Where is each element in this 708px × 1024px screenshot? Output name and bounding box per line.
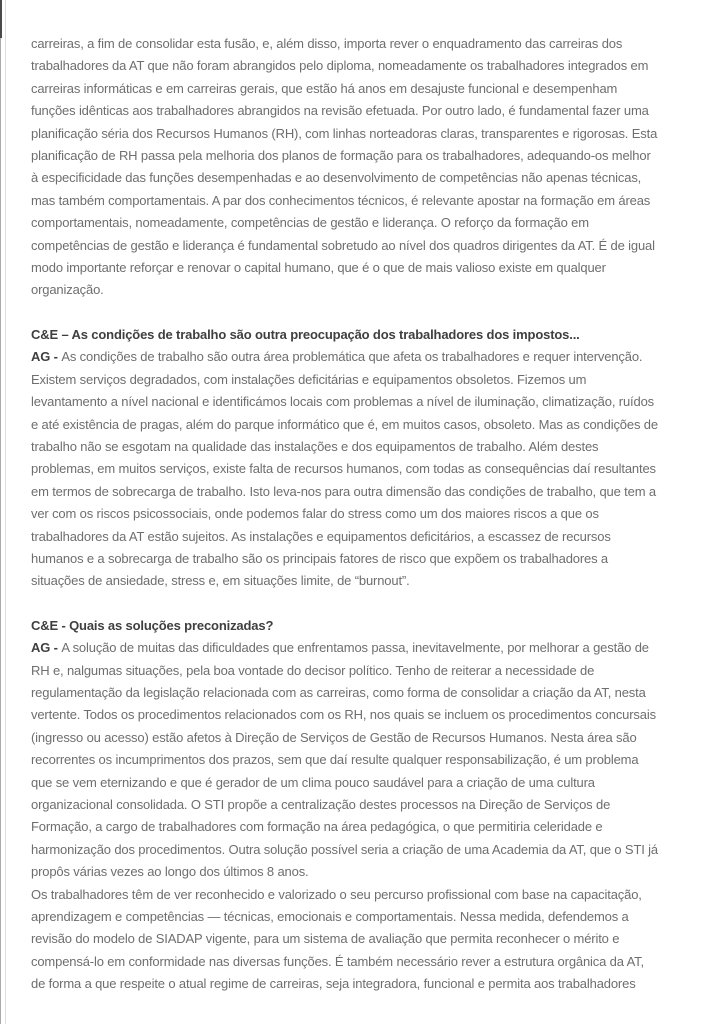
speaker-prefix: AG - xyxy=(31,640,62,656)
answer-paragraph: AG - As condições de trabalho são outra área problemática que afeta os trabalhadores e requer intervenção. Existem serviços degradados, com instalações deficitárias e equipamentos obsoletos. Fizemos um levantamento a nível nacional e identificámos locais com problemas a nível de iluminação, climatização, ruídos e até existência de pragas, além do parque informático que é, em muitos casos, obsoleto. Mas as condições de trabalho não se esgotam na qualidade das instalações e dos equipamentos de trabalho. Além destes problemas, em muitos serviços, existe falta de recursos humanos, com todas as consequências daí resultantes em termos de sobrecarga de trabalho. Isto leva-nos para outra dimensão das condições de trabalho, que tem a ver com os riscos psicossociais, onde podemos falar do stress como um dos maiores riscos a que os trabalhadores da AT estão sujeitos. As instalações e equipamentos deficitários, a escassez de recursos humanos e a sobrecarga de trabalho são os principais fatores de risco que expõem os trabalhadores a situações de ansiedade, stress e, em situações limite, de “burnout”. xyxy=(31,349,658,589)
answer-paragraph: AG - A solução de muitas das dificuldades que enfrentamos passa, inevitavelmente, por melhorar a gestão de RH e, nalgumas situações, pela boa vontade do decisor político. Tenho de reiterar a necessidade de regulamentação da legislação relacionada com as carreiras, como forma de consolidar a criação da AT, nesta vertente. Todos os procedimentos relacionados com os RH, nos quais se incluem os procedimentos concursais (ingresso ou acesso) estão afetos à Direção de Serviços de Gestão de Recursos Humanos. Nesta área são recorrentes os incumprimentos dos prazos, sem que daí resulte qualquer responsabilização, é um problema que se vem eternizando e que é gerador de um clima pouco saudável para a criação de uma cultura organizacional consolidada. O STI propõe a centralização destes processos na Direção de Serviços de Formação, a cargo de trabalhadores com formação na área pedagógica, o que permitiria celeridade e harmonização dos procedimentos. Outra solução possível seria a criação de uma Academia da AT, que o STI já propôs várias vezes ao longo dos últimos 8 anos. xyxy=(31,640,658,880)
question-heading: C&E - Quais as soluções preconizadas? xyxy=(31,617,274,633)
question-heading: C&E – As condições de trabalho são outra preocupação dos trabalhadores dos impostos... xyxy=(31,326,580,342)
article-paragraph: Os trabalhadores têm de ver reconhecido e valorizado o seu percurso profissional com base na capacitação, aprendizagem e competências — técnicas, emocionais e comportamentais. Nessa medida, defendemos a revisão do modelo de SIADAP vigente, para um sistema de avaliação que permita reconhecer o mérito e compensá-lo em conformidade nas diversas funções. É também necessário rever a estrutura orgânica da AT, de forma a que respeite o atual regime de carreiras, seja integradora, funcional e permita aos trabalhadores xyxy=(31,886,644,992)
article-paragraph: carreiras, a fim de consolidar esta fusão, e, além disso, importa rever o enquadramento das carreiras dos trabalhadores da AT que não foram abrangidos pelo diploma, nomeadamente os trabalhadores integrados em carreiras informáticas e em carreiras gerais, que estão há anos em desajuste funcional e desempenham funções idênticas aos trabalhadores abrangidos na revisão efetuada. Por outro lado, é fundamental fazer uma planificação séria dos Recursos Humanos (RH), com linhas norteadoras claras, transparentes e rigorosas. Esta planificação de RH passa pela melhoria dos planos de formação para os trabalhadores, adequando-os melhor à especificidade das funções desempenhadas e ao desenvolvimento de competências não apenas técnicas, mas também comportamentais. A par dos conhecimentos técnicos, é relevante apostar na formação em áreas comportamentais, nomeadamente, competências de gestão e liderança. O reforço da formação em competências de gestão e liderança é fundamental sobretudo ao nível dos quadros dirigentes da AT. É de igual modo importante reforçar e renovar o capital humano, que é o que de mais valioso existe em qualquer organização. xyxy=(31,36,658,298)
speaker-prefix: AG - xyxy=(31,349,62,365)
